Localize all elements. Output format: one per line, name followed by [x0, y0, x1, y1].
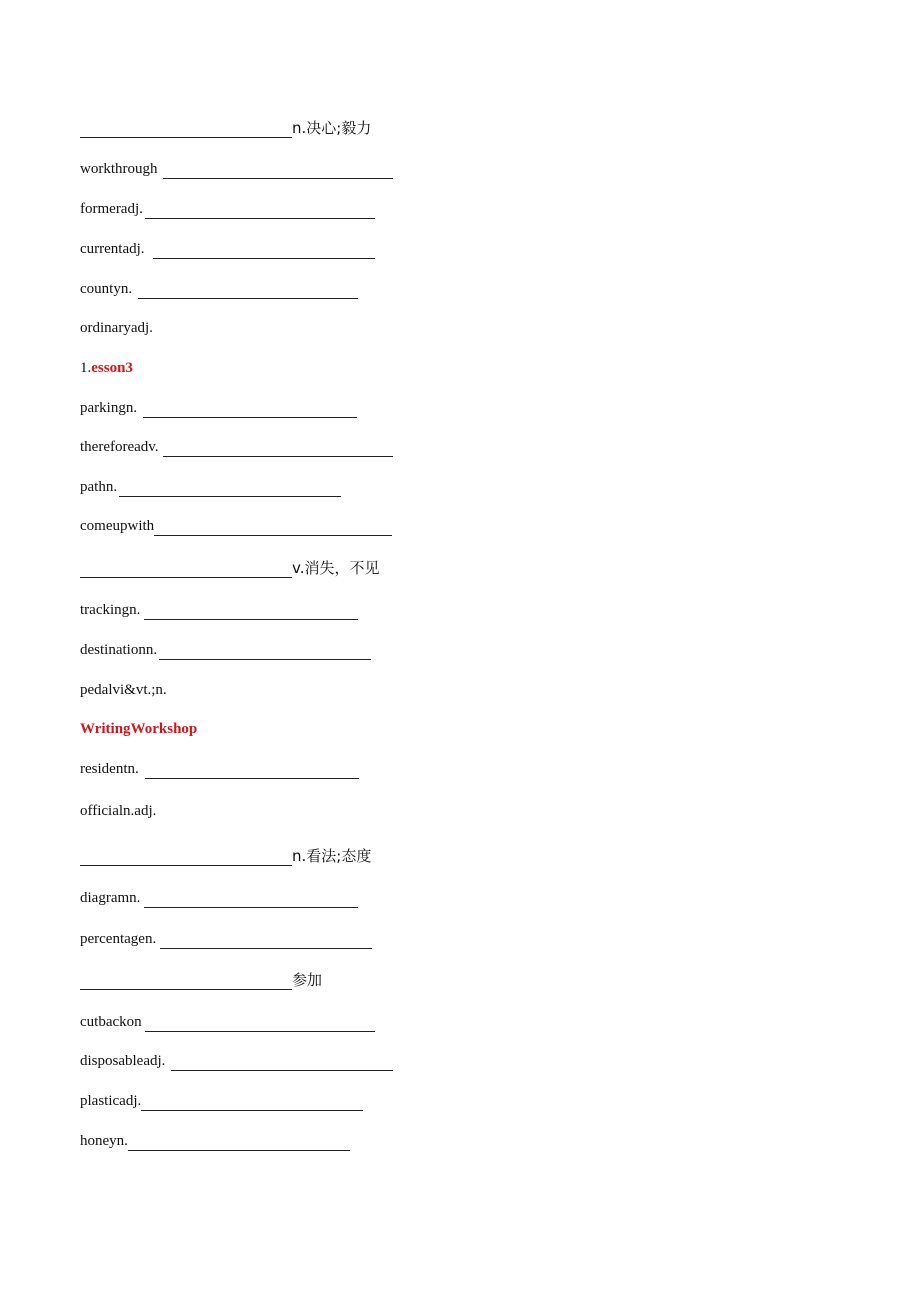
heading-text: WritingWorkshop [80, 721, 198, 737]
answer-blank[interactable] [145, 1015, 375, 1032]
answer-blank[interactable] [171, 1054, 393, 1071]
vocab-line-2 [80, 155, 393, 179]
vocab-term: thereforeadv. [80, 439, 159, 455]
answer-blank[interactable] [145, 202, 375, 219]
vocab-line-3 [80, 195, 375, 219]
answer-blank[interactable] [145, 762, 359, 779]
heading-number: 1. [80, 360, 92, 376]
vocab-line-6 [80, 314, 153, 338]
vocab-line-23 [80, 1008, 375, 1032]
vocab-term: cutbackon [80, 1014, 142, 1030]
vocab-line-24 [80, 1047, 393, 1071]
answer-blank[interactable] [144, 891, 358, 908]
answer-blank[interactable] [143, 401, 357, 418]
vocab-line-25 [80, 1087, 363, 1111]
answer-blank[interactable] [80, 973, 292, 990]
vocab-line-26 [80, 1127, 350, 1151]
vocab-term: residentn. [80, 761, 139, 777]
vocab-term: countyn. [80, 281, 133, 297]
vocab-line-21 [80, 925, 372, 949]
answer-blank[interactable] [128, 1134, 350, 1151]
answer-blank[interactable] [138, 282, 358, 299]
vocab-term: disposableadj. [80, 1053, 166, 1069]
vocab-line-8 [80, 394, 357, 418]
vocab-term: diagramn. [80, 890, 141, 906]
vocab-term: ordinaryadj. [80, 320, 153, 336]
vocab-line-1 [80, 114, 371, 138]
vocab-term: workthrough [80, 161, 158, 177]
answer-blank[interactable] [163, 162, 393, 179]
answer-blank[interactable] [153, 242, 375, 259]
section-heading-writing-workshop [80, 715, 197, 739]
vocab-term: formeradj. [80, 201, 143, 217]
answer-blank[interactable] [141, 1094, 363, 1111]
vocab-line-14 [80, 636, 371, 660]
vocab-line-10 [80, 473, 341, 497]
vocab-term: percentagen. [80, 931, 157, 947]
vocab-term: pedalvi&vt.;n. [80, 682, 167, 698]
vocab-line-4 [80, 235, 375, 259]
answer-blank[interactable] [159, 643, 371, 660]
vocab-line-11 [80, 512, 392, 536]
heading-text: esson3 [91, 360, 133, 376]
vocab-term: n.决心;毅力 [292, 119, 372, 137]
vocab-line-15 [80, 676, 167, 700]
vocab-line-22 [80, 966, 322, 990]
vocab-line-17 [80, 755, 359, 779]
answer-blank[interactable] [119, 480, 341, 497]
vocab-term: v.消失，不见 [292, 559, 380, 577]
vocab-term: plasticadj. [80, 1093, 142, 1109]
vocab-term: n.看法;态度 [292, 847, 372, 865]
answer-blank[interactable] [163, 440, 393, 457]
answer-blank[interactable] [160, 932, 372, 949]
vocab-term: officialn.adj. [80, 803, 157, 819]
vocab-term: 参加 [292, 971, 323, 989]
vocab-term: trackingn. [80, 602, 141, 618]
vocab-line-9 [80, 433, 393, 457]
section-heading-lesson3 [80, 354, 133, 378]
vocab-term: destinationn. [80, 642, 158, 658]
answer-blank[interactable] [144, 603, 358, 620]
vocab-term: comeupwith [80, 518, 155, 534]
vocab-line-5 [80, 275, 358, 299]
answer-blank[interactable] [80, 561, 292, 578]
vocab-line-19 [80, 842, 371, 866]
vocab-term: honeyn. [80, 1133, 128, 1149]
vocab-line-18 [80, 797, 156, 821]
vocab-term: pathn. [80, 479, 118, 495]
vocab-line-20 [80, 884, 358, 908]
answer-blank[interactable] [80, 849, 292, 866]
vocab-line-12 [80, 554, 379, 578]
answer-blank[interactable] [80, 121, 292, 138]
vocab-term: parkingn. [80, 400, 138, 416]
answer-blank[interactable] [154, 519, 392, 536]
vocab-line-13 [80, 596, 358, 620]
vocab-term: currentadj. [80, 241, 145, 257]
